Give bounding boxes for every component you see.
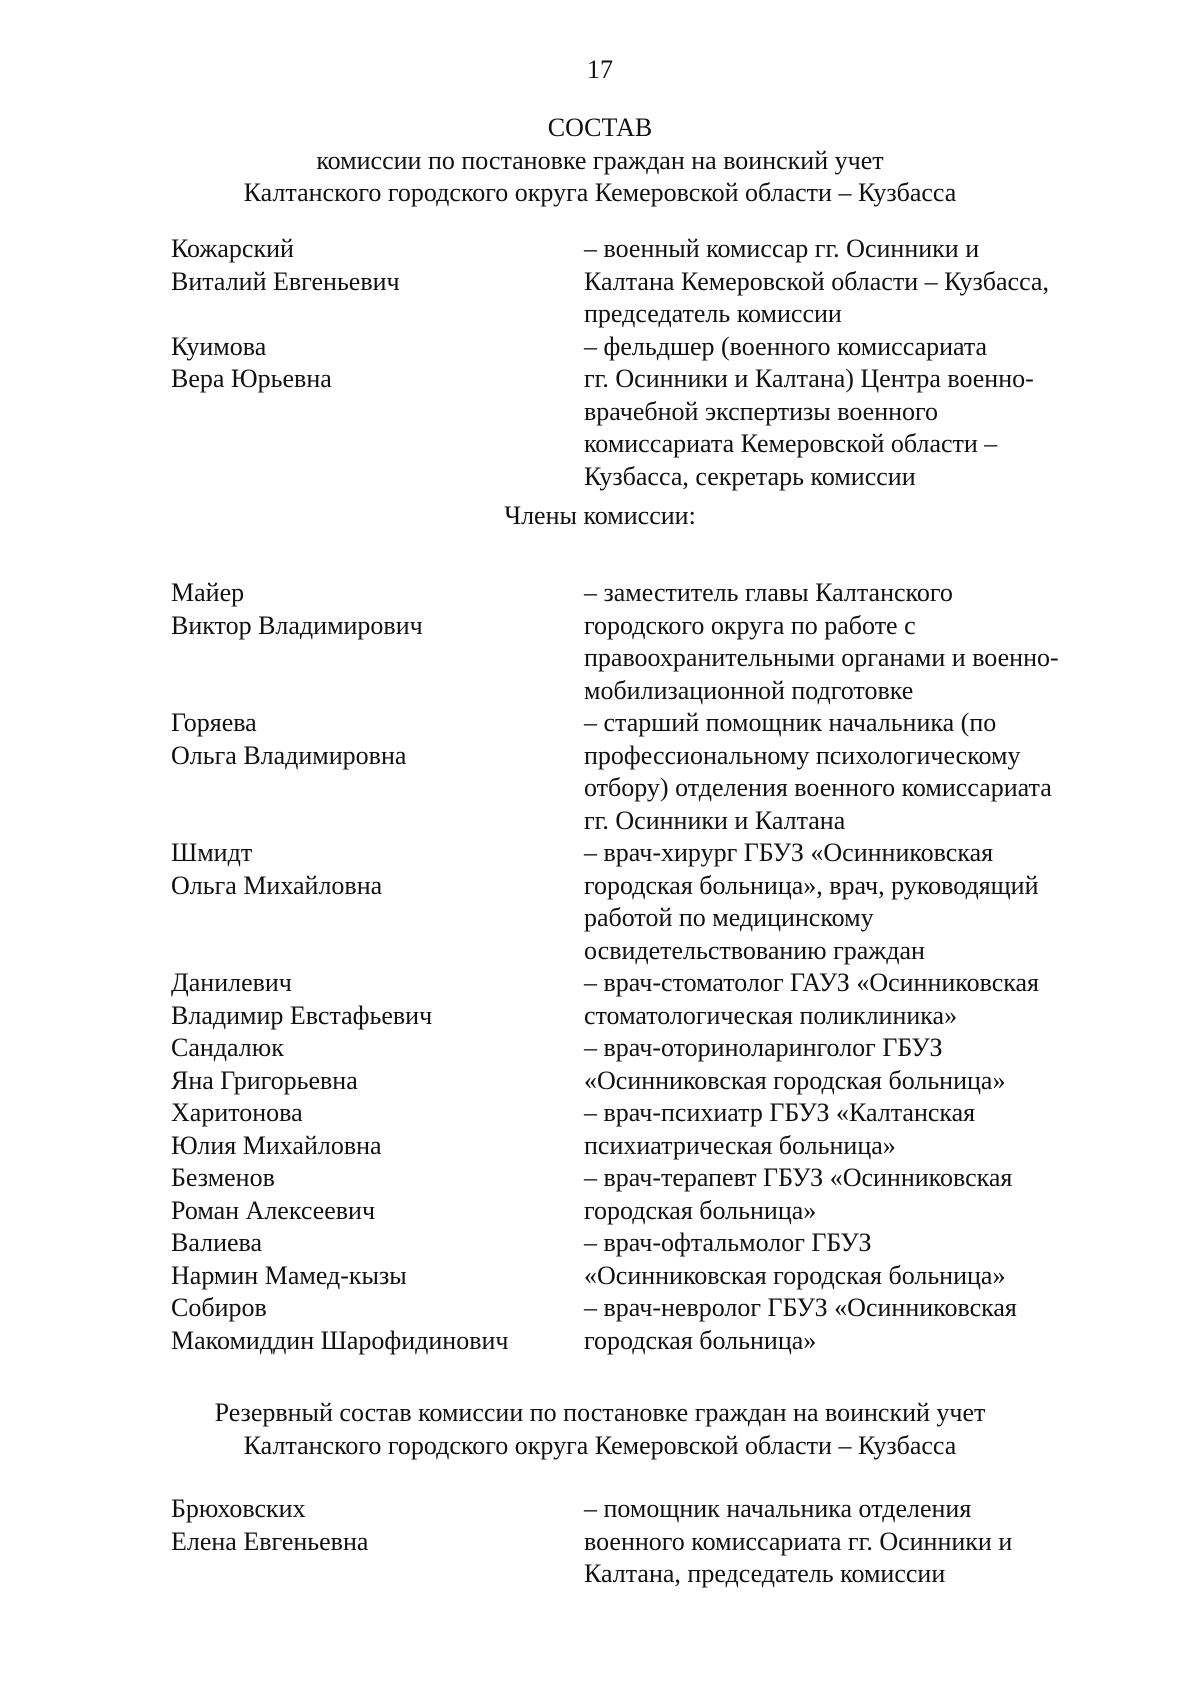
member-role-line: – врач-психиатр ГБУЗ «Калтанская [584, 1098, 976, 1127]
member-role-line: – фельдшер (военного комиссариата [584, 331, 988, 361]
member-entry [171, 1493, 1131, 1591]
member-role-line: военного комиссариата гг. Осинники и [584, 1526, 1013, 1556]
member-role-line: гг. Осинники и Калтана [584, 805, 846, 835]
member-name [171, 1227, 584, 1292]
leadership-list [171, 233, 1131, 493]
member-role [584, 577, 1131, 707]
member-role-line: – врач-хирург ГБУЗ «Осинниковская [584, 838, 994, 867]
member-name [171, 233, 584, 331]
member-name-line: Макомиддин Шарофидинович [171, 1325, 509, 1355]
reserve-title-line: Резервный состав комиссии по постановке граждан на воинский учет [214, 1398, 986, 1427]
member-name-line: Брюховских [171, 1494, 306, 1523]
member-role-line: врачебной экспертизы военного [584, 396, 939, 426]
member-role-line: городского округа по работе с [584, 610, 916, 640]
member-name-line: Ольга Владимировна [171, 740, 407, 770]
title-line: СОСТАВ [547, 113, 653, 142]
member-entry [171, 1097, 1131, 1162]
member-name [171, 967, 584, 1032]
member-name-line: Виталий Евгеньевич [171, 266, 400, 296]
member-entry [171, 837, 1131, 967]
member-role-line: – старший помощник начальника (по [584, 708, 997, 737]
member-name [171, 577, 584, 707]
member-name-line: Владимир Евстафьевич [171, 1000, 433, 1030]
member-role-line: – врач-офтальмолог ГБУЗ [584, 1228, 872, 1257]
member-role-line: правоохранительными органами и военно- [584, 643, 1059, 672]
member-role-line: отбору) отделения военного комиссариата [584, 773, 1052, 802]
member-name-line: Виктор Владимирович [171, 610, 423, 640]
member-role-line: председатель комиссии [584, 299, 842, 328]
member-role-line: Кузбасса, секретарь комиссии [584, 461, 916, 491]
member-name-line: Харитонова [171, 1098, 303, 1127]
member-entry [171, 233, 1131, 331]
member-role-line: мобилизационной подготовке [584, 675, 914, 705]
member-role-line: работой по медицинскому [584, 903, 874, 932]
member-role-line: – военный комиссар гг. Осинники и [584, 234, 980, 263]
member-role-line: – врач-оториноларинголог ГБУЗ [584, 1033, 943, 1062]
member-role [584, 1493, 1131, 1591]
member-role-line: Калтана, председатель комиссии [584, 1559, 946, 1588]
member-entry [171, 1227, 1131, 1292]
member-name-line: Горяева [171, 708, 257, 737]
member-role-line: – врач-стоматолог ГАУЗ «Осинниковская [584, 968, 1039, 997]
member-role-line: освидетельствованию граждан [584, 935, 925, 965]
member-entry [171, 967, 1131, 1032]
member-name-line: Елена Евгеньевна [171, 1526, 369, 1556]
member-name-line: Безменов [171, 1163, 275, 1192]
members-heading: Члены комиссии: [504, 501, 696, 530]
document-title [0, 112, 1200, 210]
member-role [584, 1097, 1131, 1162]
members-list [171, 577, 1131, 1357]
member-name [171, 707, 584, 837]
member-name [171, 1097, 584, 1162]
member-role-line: городская больница» [584, 1195, 817, 1225]
member-role [584, 967, 1131, 1032]
member-name-line: Яна Григорьевна [171, 1065, 358, 1095]
member-name-line: Валиева [171, 1228, 263, 1257]
member-entry [171, 1162, 1131, 1227]
member-name-line: Данилевич [171, 968, 292, 997]
member-name-line: Куимова [171, 331, 267, 361]
member-name-line: Майер [171, 578, 245, 607]
reserve-title-line: Калтанского городского округа Кемеровской области – Кузбасса [243, 1430, 957, 1460]
member-role-line: «Осинниковская городская больница» [584, 1260, 1006, 1290]
member-role-line: – помощник начальника отделения [584, 1494, 972, 1523]
member-name-line: Юлия Михайловна [171, 1130, 382, 1160]
member-name-line: Роман Алексеевич [171, 1195, 376, 1225]
member-name [171, 1162, 584, 1227]
member-role-line: – заместитель главы Калтанского [584, 578, 953, 607]
member-role [584, 1032, 1131, 1097]
member-name-line: Вера Юрьевна [171, 364, 332, 393]
member-entry [171, 707, 1131, 837]
member-role [584, 1227, 1131, 1292]
member-role-line: комиссариата Кемеровской области – [584, 429, 998, 458]
title-line: Калтанского городского округа Кемеровской области – Кузбасса [243, 178, 957, 207]
member-name [171, 1032, 584, 1097]
member-name [171, 1292, 584, 1357]
page-number: 17 [587, 55, 613, 84]
member-entry [171, 1032, 1131, 1097]
member-name [171, 837, 584, 967]
member-role-line: городская больница», врач, руководящий [584, 870, 1039, 900]
member-role-line: профессиональному психологическому [584, 740, 1021, 770]
member-role [584, 837, 1131, 967]
member-role-line: Калтана Кемеровской области – Кузбасса, [584, 266, 1049, 296]
member-role [584, 1162, 1131, 1227]
member-role-line: городская больница» [584, 1325, 817, 1355]
reserve-list [171, 1493, 1131, 1591]
member-role-line: – врач-терапевт ГБУЗ «Осинниковская [584, 1163, 1013, 1192]
member-role-line: «Осинниковская городская больница» [584, 1065, 1006, 1095]
member-name [171, 1493, 584, 1591]
member-role [584, 707, 1131, 837]
member-name-line: Нармин Мамед-кызы [171, 1260, 407, 1290]
member-role [584, 233, 1131, 331]
member-name-line: Сандалюк [171, 1033, 284, 1062]
member-entry [171, 331, 1131, 494]
title-line: комиссии по постановке граждан на воинский учет [316, 145, 884, 175]
reserve-title [0, 1397, 1200, 1462]
member-role [584, 1292, 1131, 1357]
member-name-line: Кожарский [171, 234, 294, 263]
member-role-line: стоматологическая поликлиника» [584, 1000, 958, 1030]
member-entry [171, 577, 1131, 707]
member-name-line: Шмидт [171, 838, 253, 867]
member-role [584, 331, 1131, 494]
member-name-line: Ольга Михайловна [171, 870, 383, 900]
member-role-line: психиатрическая больница» [584, 1130, 896, 1160]
member-name [171, 331, 584, 494]
member-name-line: Собиров [171, 1293, 267, 1322]
member-entry [171, 1292, 1131, 1357]
member-role-line: гг. Осинники и Калтана) Центра военно- [584, 364, 1034, 393]
member-role-line: – врач-невролог ГБУЗ «Осинниковская [584, 1293, 1017, 1322]
